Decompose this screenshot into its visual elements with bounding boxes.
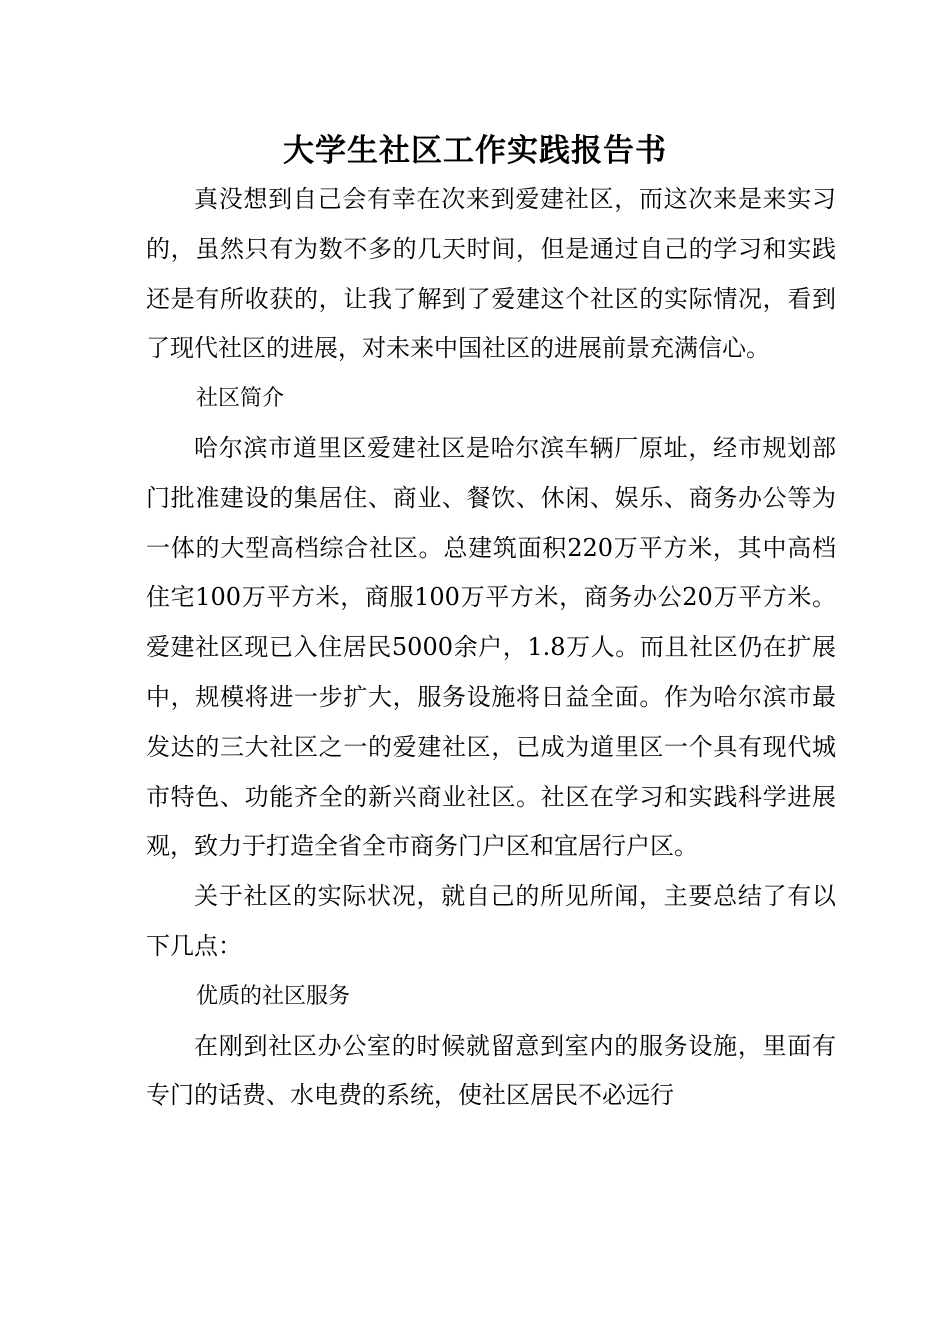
section-heading-community-intro: 社区简介 (196, 386, 285, 412)
paragraph-intro: 真没想到自己会有幸在次来到爱建社区，而这次来是来实习的，虽然只有为数不多的几天时间，但是通过自己的学习和实践还是有所收获的，让我了解到了爱建这个社区的实际情况，看到了现代社区的进展，对未来中国社区的进展前景充满信心。 (146, 185, 836, 363)
paragraph-summary-lead: 关于社区的实际状况，就自己的所见所闻，主要总结了有以下几点： (146, 882, 836, 960)
document-title: 大学生社区工作实践报告书 (283, 133, 667, 169)
paragraph-community-description: 哈尔滨市道里区爱建社区是哈尔滨车辆厂原址，经市规划部门批准建设的集居住、商业、餐饮、休闲、娱乐、商务办公等为一体的大型高档综合社区。总建筑面积220万平方米，其中高档住宅100万平方米，商服100万平方米，商务办公20万平方米。爱建社区现已入住居民5000余户，1.8万人。而且社区仍在扩展中，规模将进一步扩大，服务设施将日益全面。作为哈尔滨市最发达的三大社区之一的爱建社区，已成为道里区一个具有现代城市特色、功能齐全的新兴商业社区。社区在学习和实践科学进展观，致力于打造全省全市商务门户区和宜居行户区。 (146, 433, 836, 861)
section-heading-quality-service: 优质的社区服务 (196, 983, 351, 1009)
paragraph-service-facilities: 在刚到社区办公室的时候就留意到室内的服务设施，里面有专门的话费、水电费的系统，使社区居民不必远行 (146, 1031, 836, 1110)
document-body (146, 175, 836, 1121)
